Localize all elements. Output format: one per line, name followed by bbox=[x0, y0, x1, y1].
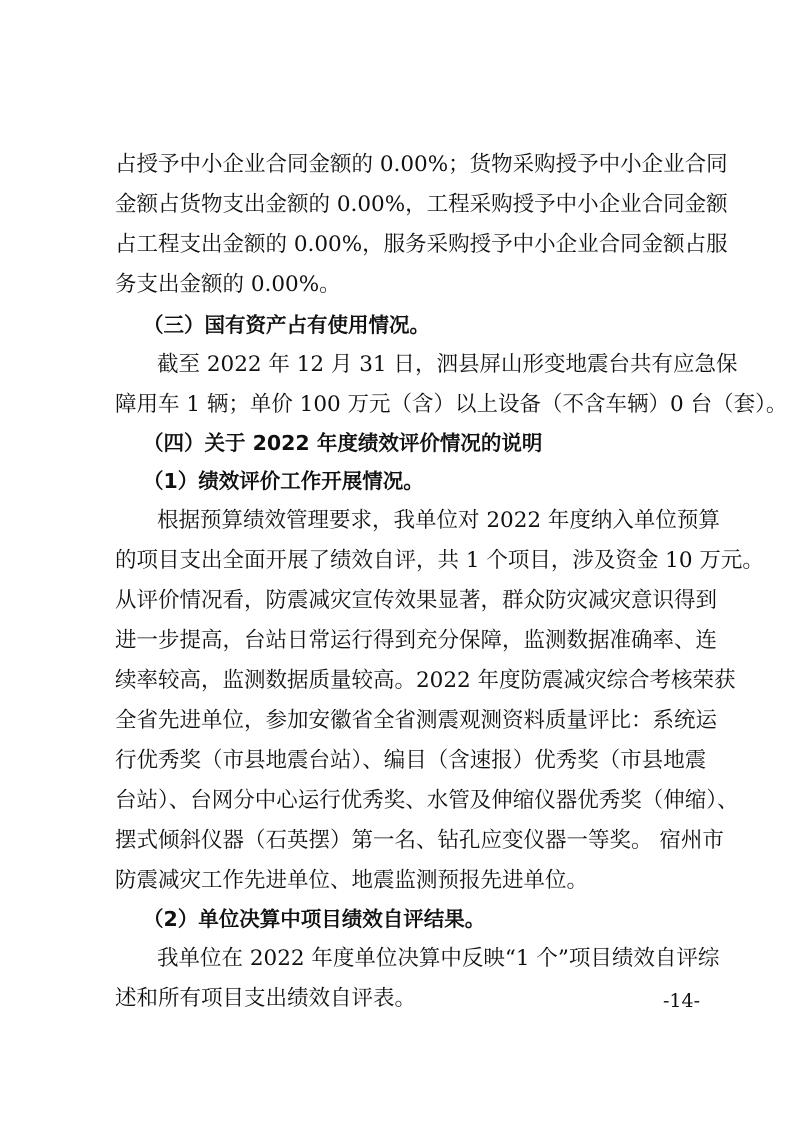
section-heading-performance: （四）关于 2022 年度绩效评价情况的说明 bbox=[143, 431, 543, 455]
paragraph-line: 占工程支出金额的 0.00%，服务采购授予中小企业合同金额占服 bbox=[115, 232, 728, 257]
subheading-evaluation-work: （1）绩效评价工作开展情况。 bbox=[143, 469, 424, 493]
section-heading-assets: （三）国有资产占有使用情况。 bbox=[143, 313, 430, 337]
paragraph-line: 述和所有项目支出绩效自评表。 bbox=[115, 986, 417, 1011]
paragraph-line: 台站）、台网分中心运行优秀奖、水管及伸缩仪器优秀奖（伸缩）、 bbox=[115, 788, 739, 813]
paragraph-line: 全省先进单位，参加安徽省全省测震观测资料质量评比：系统运 bbox=[115, 708, 718, 733]
paragraph-line: 务支出金额的 0.00%。 bbox=[115, 272, 341, 297]
paragraph-line: 金额占货物支出金额的 0.00%，工程采购授予中小企业合同金额 bbox=[115, 192, 728, 217]
paragraph-line: 进一步提高，台站日常运行得到充分保障，监测数据准确率、连 bbox=[115, 628, 718, 653]
page-number: -14- bbox=[662, 990, 700, 1012]
paragraph-line: 我单位在 2022 年度单位决算中反映“1 个”项目绩效自评综 bbox=[157, 946, 720, 971]
paragraph-line: 续率较高，监测数据质量较高。2022 年度防震减灾综合考核荣获 bbox=[115, 668, 736, 693]
paragraph-line: 占授予中小企业合同金额的 0.00%；货物采购授予中小企业合同 bbox=[115, 152, 728, 177]
paragraph-line: 截至 2022 年 12 月 31 日，泗县屏山形变地震台共有应急保 bbox=[157, 352, 738, 377]
paragraph-line: 的项目支出全面开展了绩效自评，共 1 个项目，涉及资金 10 万元。 bbox=[115, 548, 764, 573]
paragraph-line: 防震减灾工作先进单位、地震监测预报先进单位。 bbox=[115, 868, 589, 893]
paragraph-line: 根据预算绩效管理要求，我单位对 2022 年度纳入单位预算 bbox=[157, 508, 720, 533]
subheading-self-evaluation-results: （2）单位决算中项目绩效自评结果。 bbox=[143, 907, 486, 931]
paragraph-line: 摆式倾斜仪器（石英摆）第一名、钻孔应变仪器一等奖。 宿州市 bbox=[115, 828, 724, 853]
paragraph-line: 障用车 1 辆；单价 100 万元（含）以上设备（不含车辆）0 台（套）。 bbox=[115, 392, 788, 417]
paragraph-line: 从评价情况看，防震减灾宣传效果显著，群众防灾减灾意识得到 bbox=[115, 588, 718, 613]
paragraph-line: 行优秀奖（市县地震台站）、编目（含速报）优秀奖（市县地震 bbox=[115, 748, 707, 773]
